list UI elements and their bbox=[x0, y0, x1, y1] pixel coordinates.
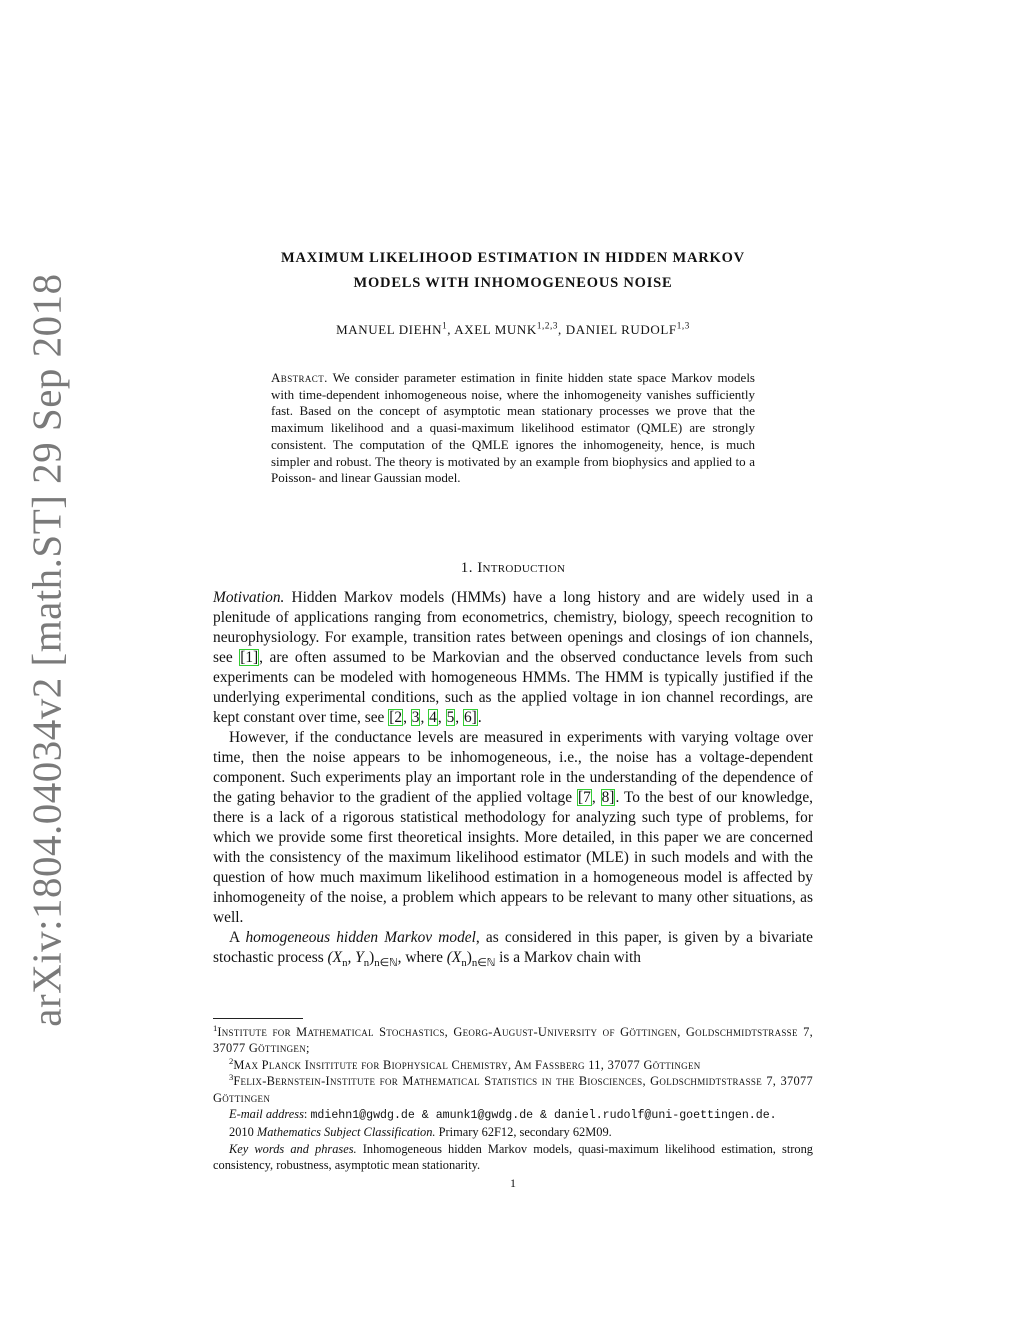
paragraph-text: A bbox=[229, 929, 246, 946]
email-addresses: mdiehn1@gwdg.de & amunk1@gwdg.de & daniel.rudolf@uni-goettingen.de. bbox=[310, 1109, 777, 1123]
author-2: AXEL MUNK bbox=[454, 322, 537, 337]
citation-link[interactable]: 5 bbox=[446, 709, 455, 726]
arxiv-stamp-text: arXiv:1804.04034v2 [math.ST] 29 Sep 2018 bbox=[24, 273, 71, 1027]
author-1: MANUEL DIEHN bbox=[336, 322, 443, 337]
math-expression: $(X_n)_{n\in ℕ}$ bbox=[446, 949, 496, 970]
citation-link[interactable]: 6] bbox=[463, 709, 477, 726]
paragraph-text: However, if the conductance levels are measured in experiments with varying voltage over time, then the noise appears to be inhomogeneous, i.e., the noise has a voltage-dependent component. Such experiments play an important role in the understanding of the dependence of the gating behavior to the gradient of the applied voltage bbox=[213, 729, 813, 806]
footnote-rule bbox=[213, 1018, 303, 1019]
footnote-email: E-mail address: mdiehn1@gwdg.de & amunk1@gwdg.de & daniel.rudolf@uni-goettingen.de. bbox=[229, 1107, 777, 1123]
author-list: MANUEL DIEHN$^1$, AXEL MUNK$^{1,2,3}$, DANIEL RUDOLF$^{1,3}$ bbox=[336, 320, 690, 337]
footnote-affiliation-1: $^1$Institute for Mathematical Stochastics, Georg-August-University of Göttingen, Goldschmidtstrasse 7, 37077 Göttingen; bbox=[213, 1022, 813, 1056]
body-text bbox=[213, 588, 813, 968]
footnotes bbox=[213, 1024, 813, 1174]
paragraph-text: is a Markov chain with bbox=[495, 949, 642, 966]
paper-title bbox=[213, 246, 813, 296]
arxiv-stamp bbox=[14, 273, 80, 1027]
paragraph-text: . bbox=[477, 709, 482, 726]
citation-link[interactable]: 4 bbox=[429, 709, 437, 726]
paragraph-motivation: Motivation. Hidden Markov models (HMMs) have a long history and are widely used in a plenitude of applications ranging from econometrics, chemistry, biology, speech recognition to neurophysiology. For example, transition rates between openings and closings of ion channels, see [1], are often assumed to be Markovian and the observed conductance levels from such experiments can be modeled with homogeneous HMMs. The HMM is typically justified if the underlying experimental conditions, such as the applied voltage in ion channel recordings, are kept constant over time, see [2, 3, 4, 5, 6]. bbox=[213, 589, 814, 726]
author-1-affil: 1 bbox=[442, 320, 448, 331]
math-expression: ($X_n$, $Y_n)_{n\in ℕ}$ bbox=[327, 949, 398, 970]
abstract bbox=[271, 370, 755, 487]
author-2-affil: 1,2,3 bbox=[536, 320, 559, 331]
paragraph-text: , as considered in this paper, is given by a bivariate stochastic process bbox=[213, 929, 813, 966]
citation-link[interactable]: 8] bbox=[601, 789, 615, 806]
section-number: 1. bbox=[460, 560, 473, 576]
title-line-1: MAXIMUM LIKELIHOOD ESTIMATION IN HIDDEN MARKOV bbox=[281, 250, 745, 266]
paragraph-text: . To the best of our knowledge, there is a lack of a rigorous statistical methodology for analyzing such type of problems, for which we provide some first theoretical insights. More detailed, in this paper we are concerned with the consistency of the maximum likelihood estimator (MLE) in such models and with the question of how much maximum likelihood estimation in a homogeneous model is affected by inhomogeneity of the noise, a problem which appears to be relevant to many other situations, as well. bbox=[213, 789, 814, 926]
footnote-affiliation-3: $^3$Felix-Bernstein-Institute for Mathematical Statistics in the Biosciences, Goldschmidtstrasse 7, 37077 Göttingen bbox=[213, 1072, 813, 1105]
citation-link[interactable]: [7 bbox=[577, 789, 591, 806]
paragraph-text: , where bbox=[397, 949, 447, 966]
page-number: 1 bbox=[510, 1176, 516, 1190]
paragraph-text: Hidden Markov models (HMMs) have a long history and are widely used in a plenitude of applications ranging from econometrics, chemistry, biology, speech recognition to neurophysiology. For example, transition rates between openings and closings of ion channels, see bbox=[213, 589, 813, 666]
paragraph-text: , are often assumed to be Markovian and the observed conductance levels from such experiments can be modeled with homogeneous HMMs. The HMM is typically justified if the underlying experimental conditions, such as the applied voltage in ion channel recordings, are kept constant over time, see bbox=[213, 649, 814, 726]
citation-link[interactable]: 3 bbox=[411, 709, 420, 726]
abstract-text: We consider parameter estimation in finite hidden state space Markov models with time-dependent inhomogeneous noise, where the inhomogeneity vanishes sufficiently fast. Based on the concept of asymptotic mean stationary processes we prove that the maximum likelihood and a quasi-maximum likelihood estimator (QMLE) are strongly consistent. The computation of the QMLE ignores the inhomogeneity, hence, is much simpler and robust. The theory is motivated by an example from biophysics and applied to a Poisson- and linear Gaussian model. bbox=[271, 370, 755, 486]
footnote-affiliation-2: $^2$Max Planck Insititute for Biophysical Chemistry, Am Fassberg 11, 37077 Göttingen bbox=[229, 1055, 701, 1072]
footnote-keywords: Key words and phrases. Inhomogeneous hidden Markov models, quasi-maximum likelihood estimation, strong consistency, robustness, asymptotic mean stationarity. bbox=[213, 1141, 813, 1173]
abstract-label: Abstract. bbox=[271, 370, 328, 385]
citation-link[interactable]: [2 bbox=[389, 709, 403, 726]
citation-link[interactable]: [1] bbox=[240, 649, 259, 666]
paragraph-inhomogeneous: However, if the conductance levels are measured in experiments with varying voltage over time, then the noise appears to be inhomogeneous, i.e., the noise has a voltage-dependent component. Such experiments play an important role in the understanding of the dependence of the gating behavior to the gradient of the applied voltage [7, 8]. To the best of our knowledge, there is a lack of a rigorous statistical methodology for analyzing such type of problems, for which we provide some first theoretical insights. More detailed, in this paper we are concerned with the consistency of the maximum likelihood estimator (MLE) in such models and with the question of how much maximum likelihood estimation in a homogeneous model is affected by inhomogeneity of the noise, a problem which appears to be relevant to many other situations, as well. bbox=[213, 729, 814, 926]
section-heading bbox=[213, 560, 813, 577]
paragraph-definition bbox=[213, 928, 813, 968]
title-line-2: MODELS WITH INHOMOGENEOUS NOISE bbox=[353, 275, 673, 291]
paragraph-lead: Motivation. bbox=[213, 589, 285, 606]
section-title: Introduction bbox=[477, 560, 566, 576]
author-3: DANIEL RUDOLF bbox=[565, 322, 677, 337]
emphasis-term: homogeneous hidden Markov model bbox=[245, 929, 476, 946]
author-3-affil: 1,3 bbox=[676, 320, 690, 331]
footnote-msc: 2010 Mathematics Subject Classification. Primary 62F12, secondary 62M09. bbox=[229, 1125, 612, 1140]
